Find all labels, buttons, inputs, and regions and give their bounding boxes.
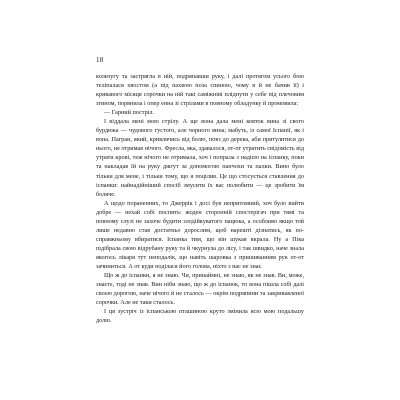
body-text (96, 72, 304, 325)
page-number: 18 (96, 56, 104, 64)
paragraph: І віддала мені мою стрілу. А ще вона дала мені ковток вина зі свого бурдюка — чудового густого, але чорного вина; мабуть, із самої Іспанії, як і вона. Пагран, який, кривлячись від болю, повз до дерева, аби притулитися до нього, не отримав нічого. Фресла, яка, здавалося, от-от утратить свідомість від утрати крові, теж нічого не отримала, хоч і попрала з надією на іспанку, поки та накладав їй на руку джгут за допомогою панчохи та палки. Вино було тільки для мене, і тільки тому, що я поцілив. Це що стосується ставлення до іспанки: найнадійніший спосіб змусити їх вас полюбити — це зробити їм боляче. (96, 118, 304, 198)
paragraph: А щодо пораненних, то Джеррiк і досі був непритомний, хоч було вийти добре — нехай собі поспить: жоден сторонній спостерігач при тямі та повному слузі не захоче будити злодійкуватого пацюка, а особливо якщо той лише недавно став достатньо дорослим, щоб нарешті дізнатись, як по-справжньому вбиратися. Іспанка тим, що він шукав вкрала. Ну а Піка підібрала свою відрубану руку та й чкурнула до лісу, і так швидко, наче знала якогось лікаря тут неподалік, що навіть шаровка з пришиванням рук от-от зачиниться. А от куди поділася його голова, ніхто з нас не знає. (96, 199, 304, 270)
paragraph: — Гарний постріл. (104, 109, 155, 117)
paragraph: Що ж до іспанки, я не знаю. Чи, принаймні, не знаю, як не знав. Ви, може, знаєте, тоді не знав. Вин ніби знаю, що ж до іспанок, то вона пішла собі далі своєю дорогою, наче нічого й не сталось — окрім подряпини та закривавленої сорочки. Але не таки сталось. (96, 272, 304, 307)
paragraph: кольчугу та застрягла в ній, подряпавши руку, і далі протягом усього бою теліпалася хвостом (а під пахвою поза спиною, чому я й не бачив її) і кривавого місяця сорочки на ній такі саміжніві пліднути у себе під плечовим згином, порвнила і опер енна зі стрілами в повному обладунку й промовила: (96, 73, 304, 108)
paragraph: І ця зустріч із іспанською пташиною круто змінила всю мою подальшу долю. (96, 308, 304, 325)
